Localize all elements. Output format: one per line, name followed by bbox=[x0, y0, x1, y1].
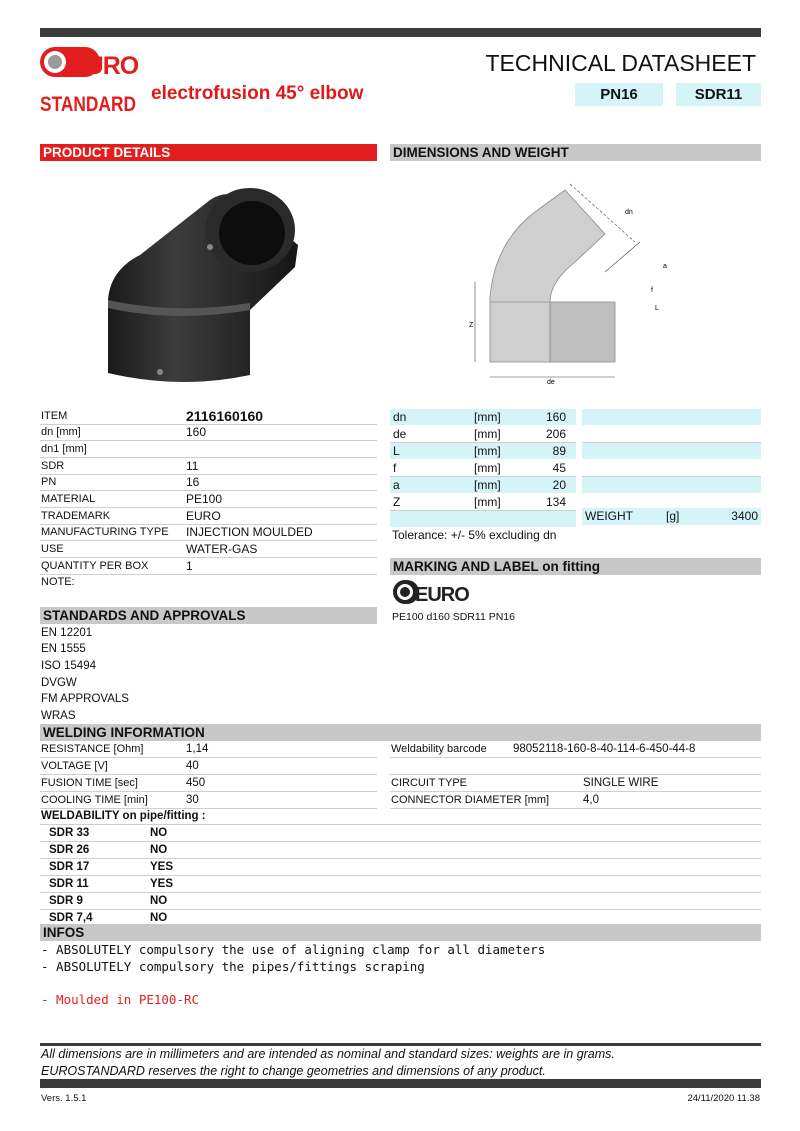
info-red-line: - Moulded in PE100-RC bbox=[41, 992, 200, 1007]
weld-row-circuit: CIRCUIT TYPE SINGLE WIRE bbox=[390, 775, 761, 792]
weld-row-blank bbox=[390, 758, 761, 775]
detail-row-use: USE WATER-GAS bbox=[40, 542, 377, 558]
svg-text:EURO: EURO bbox=[415, 584, 469, 606]
detail-row-dn1: dn1 [mm] bbox=[40, 442, 377, 458]
pn-badge: PN16 bbox=[575, 83, 663, 106]
svg-text:STANDARD: STANDARD bbox=[40, 93, 136, 116]
dim-row-l: L [mm] 89 bbox=[390, 443, 576, 460]
svg-text:a: a bbox=[663, 263, 667, 270]
technical-drawing bbox=[465, 172, 667, 387]
infos-header: INFOS bbox=[40, 924, 761, 941]
sdr-badge: SDR11 bbox=[676, 83, 761, 106]
welding-header: WELDING INFORMATION bbox=[40, 724, 761, 741]
top-bar bbox=[40, 28, 761, 37]
document-title: TECHNICAL DATASHEET bbox=[485, 50, 756, 76]
weldability-row: SDR 17 YES bbox=[40, 859, 761, 876]
dim-extra-4 bbox=[582, 460, 761, 477]
dim-row-f: f [mm] 45 bbox=[390, 460, 576, 477]
detail-row-dn: dn [mm] 160 bbox=[40, 425, 377, 441]
standard-item: FM APPROVALS bbox=[41, 693, 129, 705]
marking-header: MARKING AND LABEL on fitting bbox=[390, 558, 761, 575]
weight-row: WEIGHT [g] 3400 bbox=[582, 508, 761, 526]
product-details-header: PRODUCT DETAILS bbox=[40, 144, 377, 161]
standard-item: EN 12201 bbox=[41, 627, 93, 639]
product-image bbox=[100, 175, 310, 385]
detail-row-quantity: QUANTITY PER BOX 1 bbox=[40, 559, 377, 575]
standard-item: EN 1555 bbox=[41, 643, 86, 655]
marking-text: PE100 d160 SDR11 PN16 bbox=[392, 611, 515, 623]
footer-divider bbox=[40, 1043, 761, 1046]
version: Vers. 1.5.1 bbox=[41, 1093, 87, 1104]
dim-extra-5 bbox=[582, 477, 761, 494]
dim-row-z: Z [mm] 134 bbox=[390, 494, 576, 511]
tolerance-note: Tolerance: +/- 5% excluding dn bbox=[392, 528, 557, 542]
weldability-row: SDR 11 YES bbox=[40, 876, 761, 893]
eurostandard-logo bbox=[40, 45, 138, 115]
weldability-row: SDR 33 NO bbox=[40, 825, 761, 842]
print-date: 24/11/2020 11.38 bbox=[687, 1093, 760, 1104]
weld-row-fusion: FUSION TIME [sec] 450 bbox=[40, 775, 377, 792]
dim-row-dn: dn [mm] 160 bbox=[390, 409, 576, 426]
detail-row-trademark: TRADEMARK EURO bbox=[40, 509, 377, 525]
dim-extra-2 bbox=[582, 426, 761, 443]
svg-text:dn: dn bbox=[625, 209, 633, 216]
standard-item: ISO 15494 bbox=[41, 660, 96, 672]
footer-note-2: EUROSTANDARD reserves the right to change geometries and dimensions of any product. bbox=[41, 1064, 546, 1078]
svg-text:f: f bbox=[651, 287, 653, 294]
dim-extra-3 bbox=[582, 443, 761, 460]
weld-row-connector: CONNECTOR DIAMETER [mm] 4,0 bbox=[390, 792, 761, 809]
detail-row-note: NOTE: bbox=[41, 576, 75, 588]
weld-row-resistance: RESISTANCE [Ohm] 1,14 bbox=[40, 741, 377, 758]
detail-row-sdr: SDR 11 bbox=[40, 459, 377, 475]
info-line: - ABSOLUTELY compulsory the use of aligning clamp for all diameters bbox=[41, 942, 546, 957]
detail-row-item: ITEM 2116160160 bbox=[40, 409, 377, 425]
standard-item: DVGW bbox=[41, 677, 77, 689]
svg-text:L: L bbox=[655, 305, 659, 312]
svg-text:Z: Z bbox=[469, 322, 474, 329]
weld-row-voltage: VOLTAGE [V] 40 bbox=[40, 758, 377, 775]
standards-header: STANDARDS AND APPROVALS bbox=[40, 607, 377, 624]
weld-row-cooling: COOLING TIME [min] 30 bbox=[40, 792, 377, 809]
footer-note-1: All dimensions are in millimeters and are intended as nominal and standard sizes: weights are in grams. bbox=[41, 1047, 615, 1061]
dim-extra-1 bbox=[582, 409, 761, 426]
weldability-row: SDR 26 NO bbox=[40, 842, 761, 859]
bottom-bar bbox=[40, 1079, 761, 1088]
dim-row-a: a [mm] 20 bbox=[390, 477, 576, 494]
weldability-title: WELDABILITY on pipe/fitting : bbox=[40, 808, 761, 825]
dim-row-empty bbox=[390, 511, 576, 528]
standard-item: WRAS bbox=[41, 710, 76, 722]
dim-row-de: de [mm] 206 bbox=[390, 426, 576, 443]
euro-marking-logo bbox=[393, 579, 469, 606]
info-line: - ABSOLUTELY compulsory the pipes/fittings scraping bbox=[41, 959, 425, 974]
dimensions-header: DIMENSIONS AND WEIGHT bbox=[390, 144, 761, 161]
weld-row-barcode: Weldability barcode 98052118-160-8-40-114-6-450-44-8 bbox=[390, 741, 761, 758]
detail-row-manufacturing: MANUFACTURING TYPE INJECTION MOULDED bbox=[40, 525, 377, 541]
svg-text:EURO: EURO bbox=[70, 52, 139, 80]
weldability-row: SDR 7,4 NO bbox=[49, 912, 168, 924]
detail-row-material: MATERIAL PE100 bbox=[40, 492, 377, 508]
weldability-row: SDR 9 NO bbox=[40, 893, 761, 910]
product-name: electrofusion 45° elbow bbox=[151, 83, 364, 104]
svg-text:de: de bbox=[547, 379, 555, 386]
detail-row-pn: PN 16 bbox=[40, 475, 377, 491]
